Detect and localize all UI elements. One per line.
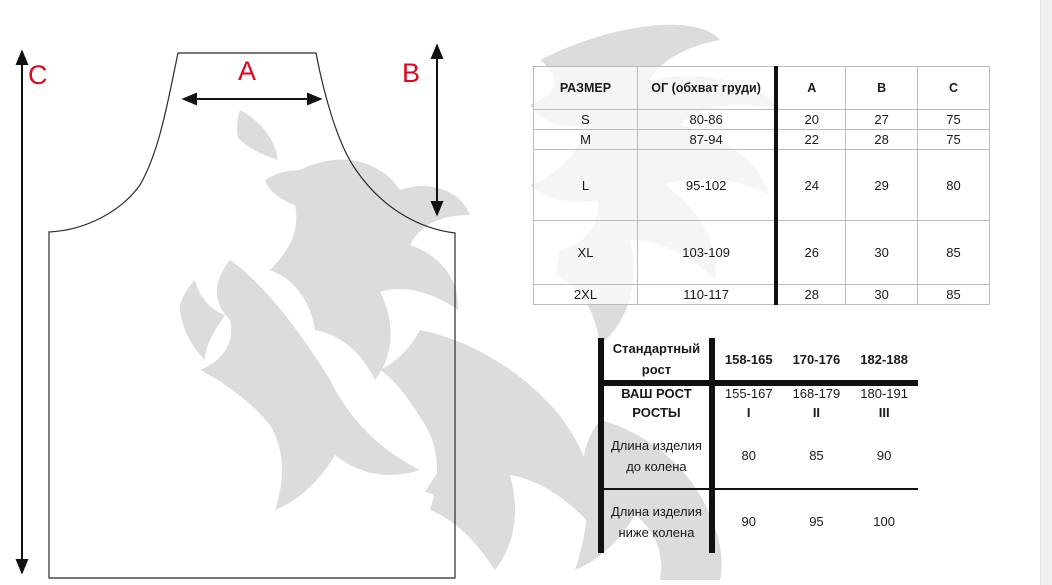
knee-length-label: Длина изделия до колена bbox=[601, 423, 712, 489]
your-height-label: ВАШ РОСТ bbox=[601, 383, 712, 401]
a-cell: 22 bbox=[776, 130, 845, 150]
dimension-c-arrow-bottom bbox=[17, 560, 27, 572]
c-cell: 85 bbox=[918, 221, 990, 285]
table-row bbox=[601, 489, 918, 553]
table-row bbox=[534, 130, 990, 150]
b-cell: 29 bbox=[846, 150, 918, 221]
a-cell: 24 bbox=[776, 150, 845, 221]
c-cell: 85 bbox=[918, 285, 990, 305]
below-knee-length-value: 90 bbox=[741, 514, 756, 529]
dimension-a-arrow-right bbox=[308, 94, 320, 104]
standard-height-value: 182-188 bbox=[850, 338, 918, 383]
a-cell: 20 bbox=[776, 110, 845, 130]
size-table-header-a: A bbox=[776, 67, 845, 110]
chest-cell: 80-86 bbox=[637, 110, 776, 130]
height-table bbox=[598, 338, 918, 553]
table-row bbox=[534, 110, 990, 130]
c-cell: 75 bbox=[918, 130, 990, 150]
table-row bbox=[534, 221, 990, 285]
b-cell: 30 bbox=[846, 285, 918, 305]
knee-length-value: 85 bbox=[783, 423, 851, 489]
a-cell: 28 bbox=[776, 285, 845, 305]
chest-cell: 87-94 bbox=[637, 130, 776, 150]
knee-length-value: 90 bbox=[850, 423, 918, 489]
heights-label: РОСТЫ bbox=[601, 401, 712, 423]
b-cell: 28 bbox=[846, 130, 918, 150]
size-table bbox=[533, 66, 990, 305]
standard-height-value: 158-165 bbox=[712, 338, 783, 383]
size-table-header-row bbox=[534, 67, 990, 110]
table-row bbox=[534, 150, 990, 221]
heights-value: II bbox=[812, 404, 821, 420]
size-table-header-chest: ОГ (обхват груди) bbox=[637, 67, 776, 110]
dimension-label-c: C bbox=[28, 60, 48, 90]
vertical-scrollbar[interactable] bbox=[1040, 0, 1052, 585]
apron-outline bbox=[49, 53, 455, 578]
knee-length-value: 80 bbox=[712, 423, 783, 489]
table-row bbox=[601, 383, 918, 401]
table-row bbox=[601, 338, 918, 383]
table-row bbox=[601, 401, 918, 423]
table-row bbox=[601, 423, 918, 489]
below-knee-length-value: 100 bbox=[873, 514, 895, 529]
chest-cell: 95-102 bbox=[637, 150, 776, 221]
a-cell: 26 bbox=[776, 221, 845, 285]
b-cell: 27 bbox=[846, 110, 918, 130]
standard-height-value: 170-176 bbox=[783, 338, 851, 383]
dimension-b-arrow-top bbox=[432, 46, 442, 58]
dimension-a-arrow-left bbox=[184, 94, 196, 104]
below-knee-length-label: Длина изделия ниже колена bbox=[601, 489, 712, 553]
c-cell: 80 bbox=[918, 150, 990, 221]
below-knee-length-value: 95 bbox=[809, 514, 824, 529]
your-height-value: 155-167 bbox=[724, 386, 773, 401]
chest-cell: 110-117 bbox=[637, 285, 776, 305]
size-table-header-b: B bbox=[846, 67, 918, 110]
standard-height-label: Стандартный рост bbox=[601, 338, 712, 383]
c-cell: 75 bbox=[918, 110, 990, 130]
size-table-header-size: РАЗМЕР bbox=[534, 67, 638, 110]
heights-value: III bbox=[878, 404, 890, 420]
size-table-header-c: C bbox=[918, 67, 990, 110]
b-cell: 30 bbox=[846, 221, 918, 285]
your-height-value: 180-191 bbox=[860, 386, 908, 401]
heights-value: I bbox=[746, 404, 751, 420]
dimension-label-b: B bbox=[402, 58, 421, 88]
dimension-label-a: A bbox=[238, 56, 257, 86]
dimension-c-arrow-top bbox=[17, 52, 27, 64]
size-cell: L bbox=[534, 150, 638, 221]
dimension-b-arrow-bottom bbox=[432, 202, 442, 214]
table-row bbox=[534, 285, 990, 305]
your-height-value: 168-179 bbox=[792, 386, 841, 401]
size-cell: M bbox=[534, 130, 638, 150]
size-cell: 2XL bbox=[534, 285, 638, 305]
chest-cell: 103-109 bbox=[637, 221, 776, 285]
size-cell: S bbox=[534, 110, 638, 130]
size-cell: XL bbox=[534, 221, 638, 285]
